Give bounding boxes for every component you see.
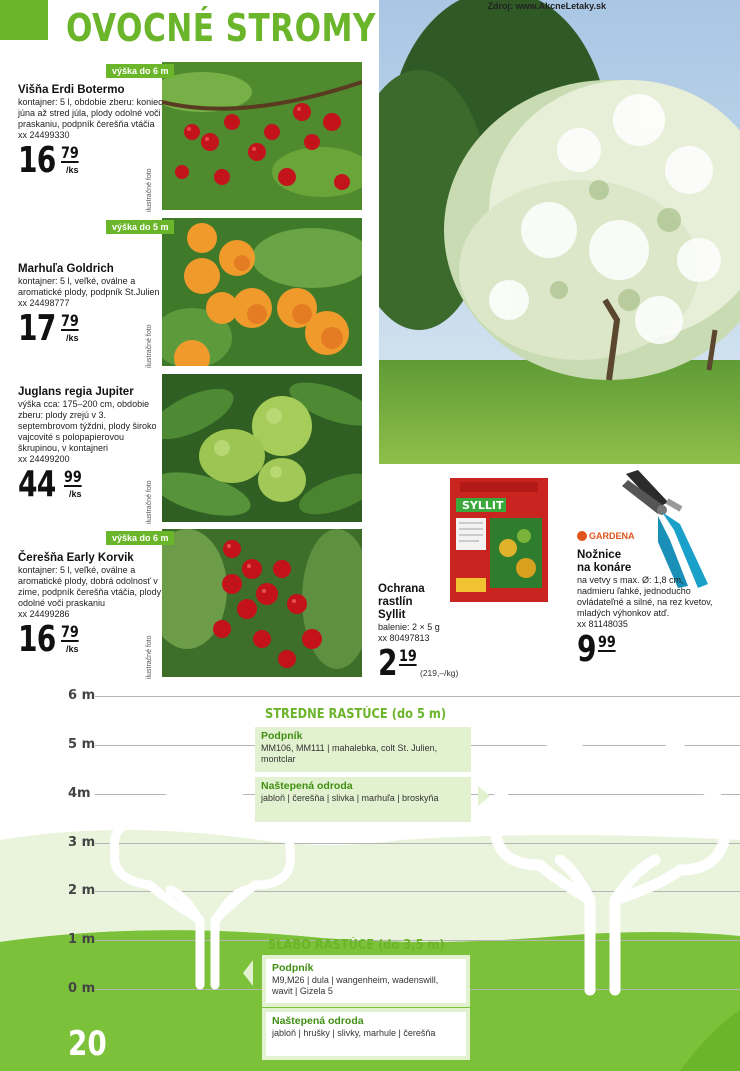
illustrative-photo-label: ilustračné foto <box>146 168 153 212</box>
product-cherry-erdi <box>18 84 163 181</box>
product-pruner <box>577 549 717 670</box>
price-unit: /ks <box>69 489 82 499</box>
height-label: 6 m <box>68 688 96 703</box>
apricot-photo <box>162 218 362 366</box>
price-integer: 16 <box>18 619 56 660</box>
source-credit: Zdroj: www.AkcneLetaky.sk <box>487 1 606 11</box>
blossoming-tree-photo <box>379 0 740 464</box>
sweet-cherry-photo <box>162 529 362 677</box>
unit-price: (219,–/kg) <box>420 668 459 678</box>
gardena-brand <box>577 531 635 541</box>
product-name: Višňa Erdi Botermo <box>18 84 125 96</box>
product-code: xx 80497813 <box>378 633 430 643</box>
price-integer: 16 <box>18 140 56 181</box>
price-unit: /ks <box>66 333 79 343</box>
product-name-line: rastlín <box>378 596 413 608</box>
low-grafted-box <box>262 1008 470 1060</box>
price-cents: 19 <box>399 646 417 665</box>
product-description: výška cca: 175–200 cm, obdobie zberu: plody zrejú v 3. septembrovom týždni, plody široko vajcovité s polopapierovou škrupinou, v kontajneri <box>18 399 157 453</box>
product-code: xx 24499200 <box>18 454 70 464</box>
price-integer: 2 <box>378 643 397 684</box>
product-name-line: Nožnice <box>577 549 622 561</box>
medium-growth-title: STREDNE RASTÚCE (do 5 m) <box>265 707 447 722</box>
tree-height-chart <box>0 690 740 1071</box>
height-badge: výška do 5 m <box>106 220 174 234</box>
product-code: xx 24499286 <box>18 609 70 619</box>
product-description: balenie: 2 × 5 g <box>378 622 440 632</box>
price-integer: 9 <box>577 629 596 670</box>
product-code: xx 24498777 <box>18 298 70 308</box>
price-cents: 79 <box>61 622 79 641</box>
price-unit: /ks <box>66 644 79 654</box>
height-label: 0 m <box>68 981 96 996</box>
green-corner-tab <box>0 0 48 40</box>
product-name-line: Syllit <box>378 609 406 621</box>
illustrative-photo-label: ilustračné foto <box>146 324 153 368</box>
illustrative-photo-label: ilustračné foto <box>146 635 153 679</box>
box-text: jabloň | hrušky | slivky, marhule | čerešňa <box>272 1028 436 1038</box>
height-label: 2 m <box>68 883 96 898</box>
product-name-line: Ochrana <box>378 583 425 595</box>
price <box>18 308 163 349</box>
height-badge: výška do 6 m <box>106 531 174 545</box>
price-cents: 99 <box>64 467 82 486</box>
product-description: kontajner: 5 l, veľké, oválne a aromatické plody, dobrá odolnosť v zime, podpník čerešňa vtáčia, plody odolné voči praskaniu <box>18 565 162 608</box>
page-number: 20 <box>68 1024 107 1064</box>
syllit-pack-label: SYLLIT <box>462 499 504 512</box>
low-growth-title: SLABO RASTÚCE (do 3,5 m) <box>268 938 445 953</box>
low-rootstock-box <box>262 955 470 1007</box>
box-text: M9,M26 | dula | wangenheim, wadenswill, wavit | Gizela 5 <box>272 975 439 996</box>
price <box>18 140 163 181</box>
height-label: 5 m <box>68 737 96 752</box>
box-heading: Naštepená odroda <box>261 780 353 792</box>
price-integer: 17 <box>18 308 56 349</box>
product-walnut-jupiter <box>18 386 163 505</box>
price-cents: 79 <box>61 311 79 330</box>
gardena-logo-icon <box>577 531 587 541</box>
height-badge: výška do 6 m <box>106 64 174 78</box>
price-cents: 79 <box>61 143 79 162</box>
illustrative-photo-label: ilustračné foto <box>146 480 153 524</box>
price-integer: 44 <box>18 464 56 505</box>
product-description: kontajner: 5 l, obdobie zberu: koniec júna až stred júla, plody odolné voči praskaniu, podpník čerešňa vtáčia <box>18 97 163 129</box>
product-name-line: na konáre <box>577 562 632 574</box>
price-unit: /ks <box>66 165 79 175</box>
price <box>18 619 163 660</box>
brand-name: GARDENA <box>589 531 635 541</box>
box-heading: Naštepená odroda <box>272 1015 364 1027</box>
product-description: kontajner: 5 l, veľké, oválne a aromatické plody, podpník St.Julien <box>18 276 160 297</box>
product-name: Čerešňa Early Korvik <box>18 552 134 564</box>
large-tree-icon <box>494 729 725 990</box>
product-cherry-korvik <box>18 552 163 660</box>
price <box>18 464 163 505</box>
walnut-photo <box>162 374 362 522</box>
product-code: xx 81148035 <box>577 619 628 629</box>
box-text: jabloň | čerešňa | slivka | marhuľa | broskyňa <box>261 793 439 803</box>
box-heading: Podpník <box>261 730 303 742</box>
sour-cherry-photo <box>162 62 362 210</box>
pointer-arrow-icon <box>243 960 253 986</box>
product-code: xx 24499330 <box>18 130 70 140</box>
box-heading: Podpník <box>272 962 314 974</box>
product-apricot-goldrich <box>18 263 163 349</box>
price <box>378 643 478 684</box>
price <box>577 629 717 670</box>
pointer-arrow-icon <box>478 786 490 806</box>
height-label: 4m <box>68 786 91 801</box>
price-cents: 99 <box>598 632 616 651</box>
page-title: OVOCNÉ STROMY <box>66 6 376 50</box>
height-label: 1 m <box>68 932 96 947</box>
medium-rootstock-box <box>255 727 471 772</box>
height-label: 3 m <box>68 835 96 850</box>
product-description: na vetvy s max. Ø: 1,8 cm, nadmieru ľahké, jednoducho ovládateľné a silné, na rez kvetov, mladých výhonkov atď. <box>577 575 713 618</box>
box-text: MM106, MM111 | mahalebka, colt St. Julien, montclar <box>261 743 438 764</box>
product-name: Juglans regia Jupiter <box>18 386 134 398</box>
medium-grafted-box <box>255 777 471 822</box>
product-name: Marhuľa Goldrich <box>18 263 114 275</box>
